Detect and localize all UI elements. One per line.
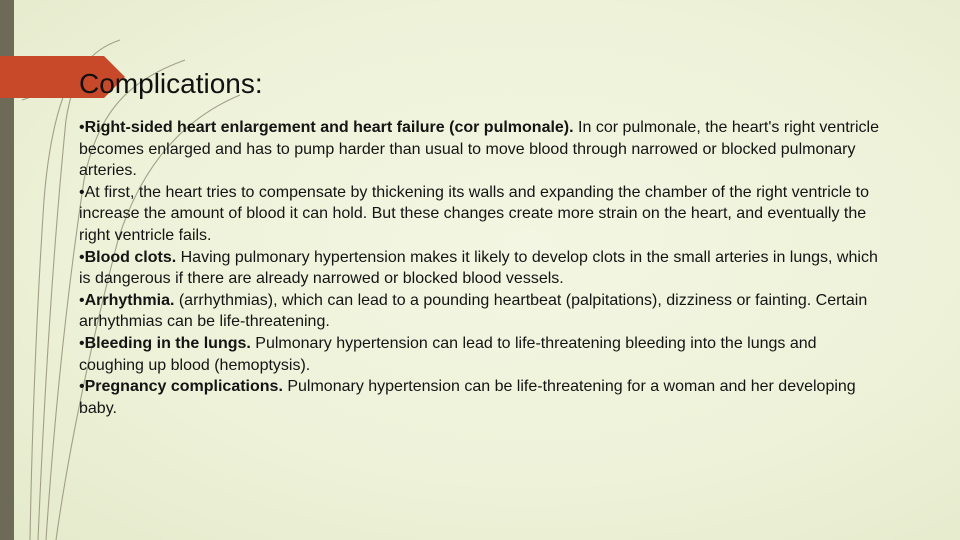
- bullet-text: In cor pulmonale, the heart's right ventricle becomes enlarged and has to pump harder than usual to move blood through narrowed or blocked pulmonary arteries.: [79, 119, 880, 180]
- bullet-text: Pulmonary hypertension can lead to life-threatening bleeding into the lungs and coughing up blood (hemoptysis).: [79, 334, 817, 374]
- bullet-text: Pulmonary hypertension can be life-threatening for a woman and her developing baby.: [79, 378, 856, 417]
- slide-title: Complications:: [79, 68, 263, 99]
- bullet-text: At first, the heart tries to compensate by thickening its walls and expanding the chamber of the right ventricle to increase the amount of blood it can hold. But these changes create more strain on the heart, and eventually the right ventricle fails.: [79, 183, 870, 244]
- bullet-list: [79, 117, 879, 419]
- bullet-marker: •: [79, 378, 85, 396]
- bullet-bold-lead: Arrhythmia.: [84, 291, 175, 309]
- bullet-marker: •: [79, 119, 85, 136]
- bullet-item: [79, 333, 879, 376]
- bullet-text: (arrhythmias), which can lead to a pounding heartbeat (palpitations), dizziness or fainting. Certain arrhythmias can be life-threatening.: [79, 291, 868, 331]
- bullet-item: [79, 290, 879, 333]
- bullet-item: [79, 182, 879, 247]
- bullet-item: [79, 247, 879, 290]
- bullet-bold-lead: Right-sided heart enlargement and heart failure (cor pulmonale).: [84, 119, 574, 136]
- bullet-marker: •: [79, 248, 85, 266]
- bullet-bold-lead: Bleeding in the lungs.: [84, 334, 251, 352]
- bullet-bold-lead: Pregnancy complications.: [84, 378, 283, 396]
- bullet-item: [79, 117, 879, 182]
- bullet-marker: •: [79, 183, 85, 201]
- bullet-marker: •: [79, 291, 85, 309]
- bullet-item: [79, 376, 879, 419]
- bullet-marker: •: [79, 334, 85, 352]
- bullet-bold-lead: Blood clots.: [84, 248, 177, 266]
- bullet-text: Having pulmonary hypertension makes it likely to develop clots in the small arteries in lungs, which is dangerous if there are already narrowed or blocked blood vessels.: [79, 248, 878, 288]
